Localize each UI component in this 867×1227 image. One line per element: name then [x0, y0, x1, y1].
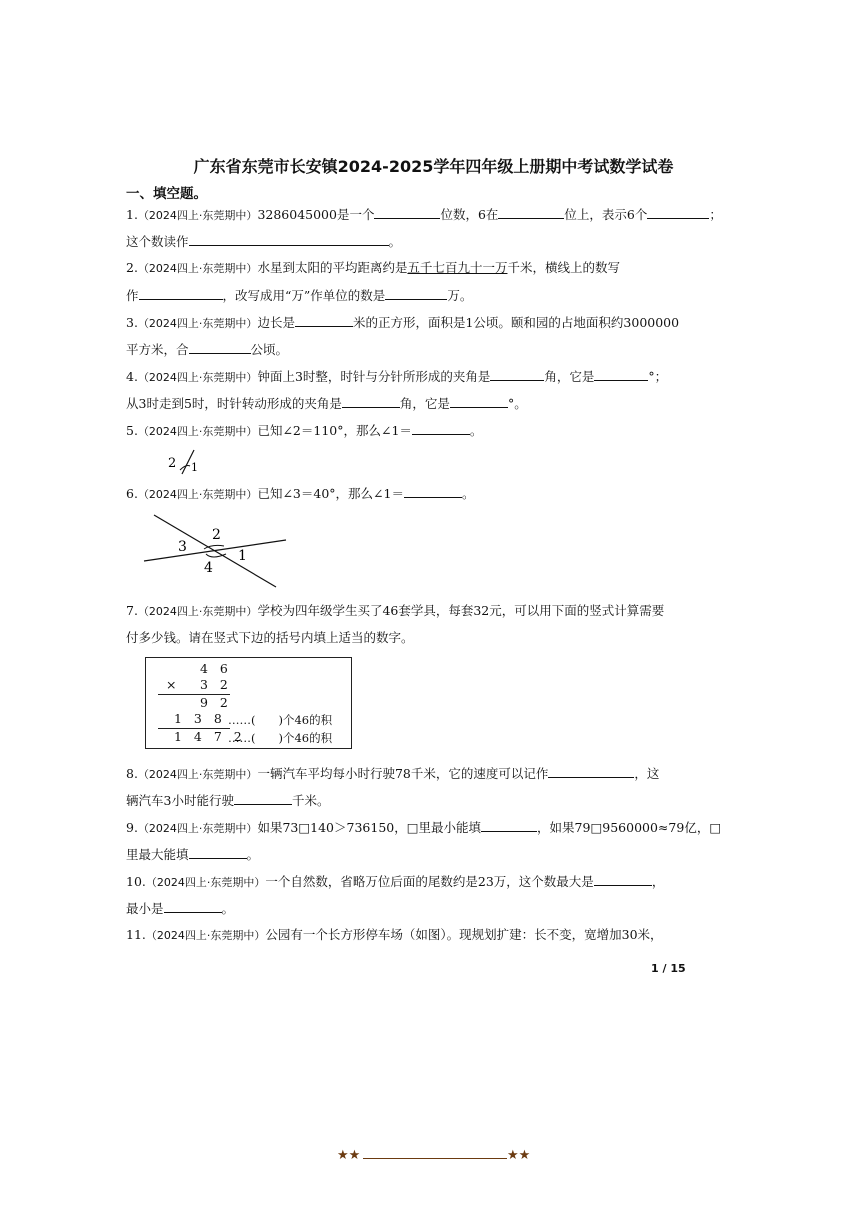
answer-blank[interactable] — [385, 286, 447, 300]
answer-blank[interactable] — [374, 205, 440, 219]
answer-blank[interactable] — [594, 367, 648, 381]
intersecting-lines-figure-q6 — [140, 508, 290, 590]
answer-blank[interactable] — [189, 845, 247, 859]
angle-label: 4 — [204, 560, 213, 576]
blank-note: ……( )个46的积 — [228, 731, 333, 745]
page-number: 1 / 15 — [651, 962, 686, 975]
angle-label: 2 — [212, 527, 221, 543]
section-heading: 一、填空题。 — [126, 186, 207, 202]
answer-blank[interactable] — [164, 899, 222, 913]
question-4: 4.（2024四上·东莞期中）钟面上3时整，时针与分针所形成的夹角是 角，它是 °； — [126, 369, 668, 384]
page-title: 广东省东莞市长安镇2024-2025学年四年级上册期中考试数学试卷 — [193, 157, 674, 176]
angle-label-1: 1 — [191, 461, 198, 474]
question-5: 5.（2024四上·东莞期中）已知∠2＝110°，那么∠1＝ 。 — [126, 423, 483, 438]
question-6: 6.（2024四上·东莞期中）已知∠3＝40°，那么∠1＝ 。 — [126, 486, 475, 501]
answer-blank[interactable] — [647, 205, 709, 219]
question-2-line2: 作 ，改写成用“万”作单位的数是 万。 — [126, 288, 473, 303]
footer-ornament — [337, 1148, 533, 1168]
answer-blank[interactable] — [498, 205, 564, 219]
answer-blank[interactable] — [189, 232, 389, 246]
answer-blank[interactable] — [189, 340, 251, 354]
question-8-line2: 辆汽车3小时能行驶 千米。 — [126, 793, 330, 808]
figure-line — [144, 540, 286, 561]
answer-blank[interactable] — [295, 313, 353, 327]
angle-label: 3 — [178, 539, 187, 555]
answer-blank[interactable] — [594, 872, 652, 886]
question-8: 8.（2024四上·东莞期中）一辆汽车平均每小时行驶78千米，它的速度可以记作 ，这 — [126, 766, 660, 781]
star-icon: ★★ — [337, 1148, 361, 1163]
answer-blank[interactable] — [404, 484, 462, 498]
answer-blank[interactable] — [139, 286, 223, 300]
question-10: 10.（2024四上·东莞期中）一个自然数，省略万位后面的尾数约是23万，这个数最大是 ， — [126, 874, 665, 889]
question-3-line2: 平方米，合 公顷。 — [126, 342, 289, 357]
question-2: 2.（2024四上·东莞期中）水星到太阳的平均距离约是五千七百九十一万千米，横线上的数写 — [126, 260, 620, 275]
question-3: 3.（2024四上·东莞期中）边长是 米的正方形，面积是1公顷。颐和园的占地面积约3000000 — [126, 315, 680, 330]
star-icon: ★★ — [507, 1148, 531, 1163]
footer-rule — [363, 1158, 507, 1159]
answer-blank[interactable] — [342, 394, 400, 408]
question-7-line2: 付多少钱。请在竖式下边的括号内填上适当的数字。 — [126, 630, 414, 645]
question-9: 9.（2024四上·东莞期中）如果73□140＞736150，□里最小能填 ，如果79□9560000≈79亿，□ — [126, 820, 722, 835]
question-1-line2: 这个数读作 。 — [126, 234, 402, 249]
angle-figure-q5 — [160, 446, 210, 478]
blank-note: ……( )个46的积 — [228, 713, 333, 727]
answer-blank[interactable] — [450, 394, 508, 408]
answer-blank[interactable] — [412, 421, 470, 435]
question-7: 7.（2024四上·东莞期中）学校为四年级学生买了46套学具，每套32元，可以用下面的竖式计算需要 — [126, 603, 665, 618]
question-10-line2: 最小是 。 — [126, 901, 235, 916]
answer-blank[interactable] — [490, 367, 544, 381]
question-4-line2: 从3时走到5时，时针转动形成的夹角是 角，它是 °。 — [126, 396, 527, 411]
question-9-line2: 里最大能填 。 — [126, 847, 260, 862]
answer-blank[interactable] — [234, 791, 292, 805]
question-11: 11.（2024四上·东莞期中）公园有一个长方形停车场（如图）。现规划扩建：长不变，宽增加30米， — [126, 927, 663, 942]
angle-arc — [206, 554, 226, 557]
question-1: 1.（2024四上·东莞期中）3286045000是一个 位数，6在 位上，表示6个 ； — [126, 207, 722, 222]
vertical-multiplication-box: 4 6 × 3 2 9 2 1 3 8 ……( )个46的积 1 4 7 2 ……( )个46的积 — [145, 657, 352, 749]
answer-blank[interactable] — [548, 764, 634, 778]
answer-blank[interactable] — [481, 818, 537, 832]
angle-label: 1 — [238, 548, 247, 564]
angle-label-2: 2 — [168, 456, 177, 471]
